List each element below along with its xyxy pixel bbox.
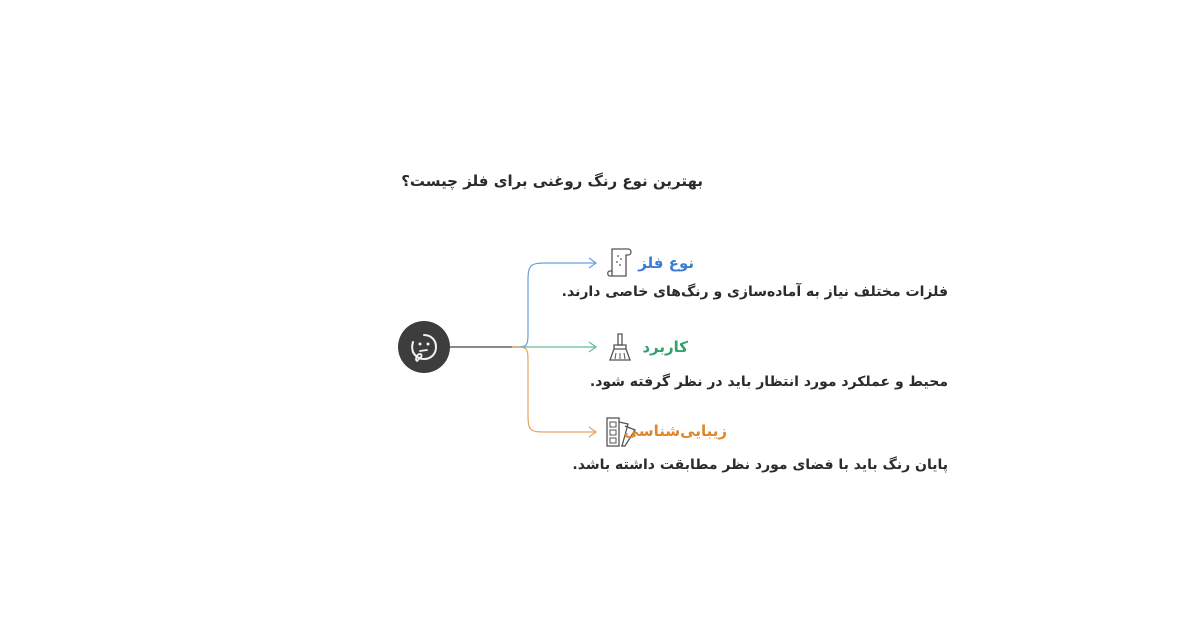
connector-branch-1 xyxy=(512,263,595,347)
branch-heading-aesthetics: زیبایی‌شناسی xyxy=(623,422,727,440)
branch-description-application: محیط و عملکرد مورد انتظار باید در نظر گرفته شود. xyxy=(589,374,948,390)
branch-description-metal-type: فلزات مختلف نیاز به آماده‌سازی و رنگ‌های خاصی دارند. xyxy=(561,284,948,300)
hub-node xyxy=(398,321,450,373)
thinking-face-icon xyxy=(407,330,441,364)
diagram-title: بهترین نوع رنگ روغنی برای فلز چیست؟ xyxy=(401,172,703,190)
branch-description-aesthetics: پایان رنگ باید با فضای مورد نظر مطابقت داشته باشد. xyxy=(572,457,948,473)
branch-heading-application: کاربرد xyxy=(642,338,688,356)
branch-heading-metal-type: نوع فلز xyxy=(638,254,694,272)
